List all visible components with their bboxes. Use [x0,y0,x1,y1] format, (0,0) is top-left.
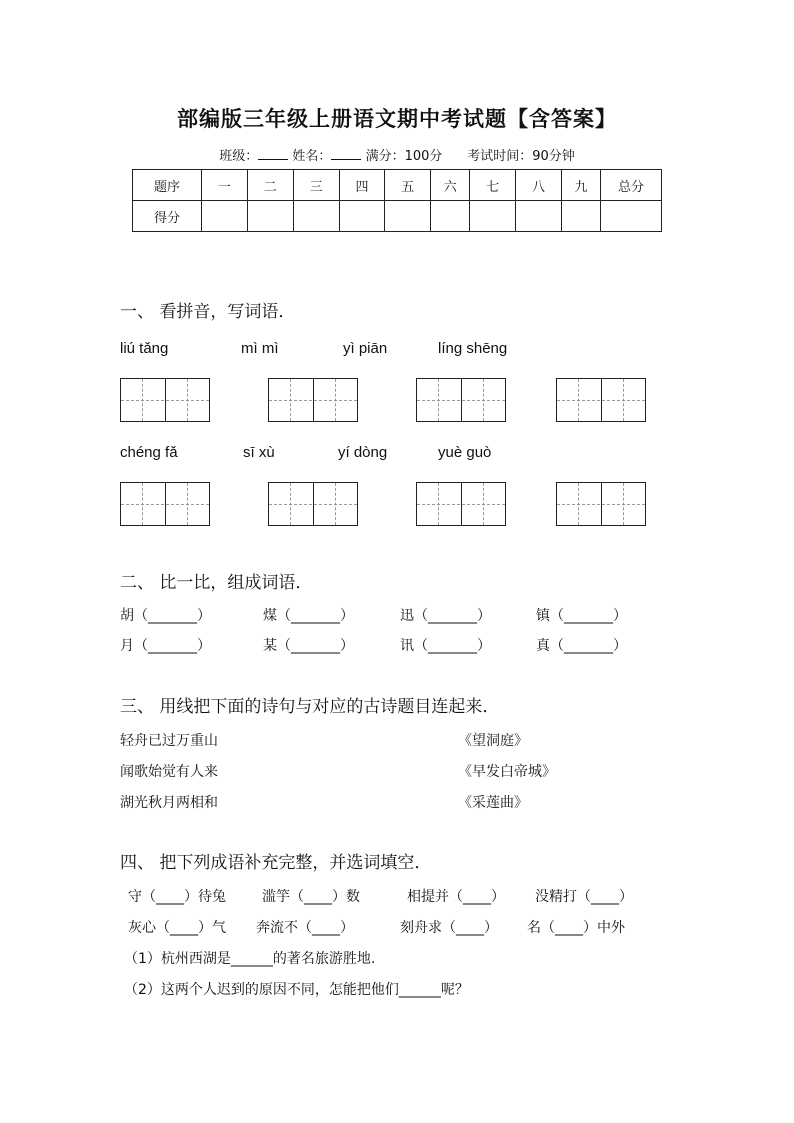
pinyin-item: yuè guò [438,444,492,461]
score-header: 三 [293,170,339,201]
exam-time: 考试时间：90分钟 [467,149,575,164]
pinyin-item: yí dòng [338,444,388,461]
compare-item[interactable]: 胡（_______） [120,608,211,624]
fill-question-1[interactable]: （1）杭州西湖是______的著名旅游胜地. [124,951,376,967]
score-header: 总分 [601,170,662,201]
score-cell[interactable] [470,201,516,232]
score-cell[interactable] [601,201,662,232]
idiom-item[interactable]: 守（____）待兔 [128,889,226,905]
score-header: 二 [247,170,293,201]
pinyin-item: mì mì [241,340,279,357]
section3-heading: 三、 用线把下面的诗句与对应的古诗题目连起来． [120,697,500,717]
score-cell[interactable] [516,201,562,232]
score-cell[interactable] [202,201,248,232]
compare-item[interactable]: 迅（_______） [400,608,491,624]
tianzige-box[interactable] [556,482,646,526]
poem-line[interactable]: 轻舟已过万重山 [120,733,218,749]
compare-item[interactable]: 镇（_______） [536,608,627,624]
poem-line[interactable]: 湖光秋月两相和 [120,795,218,811]
exam-info [0,145,794,164]
score-cell[interactable] [293,201,339,232]
score-header: 七 [470,170,516,201]
tianzige-box[interactable] [120,378,210,422]
page-title: 部编版三年级上册语文期中考试题【含答案】 [177,106,617,131]
pinyin-item: yì piān [343,340,388,357]
idiom-item[interactable]: 奔流不（____） [256,920,354,936]
score-header: 五 [385,170,431,201]
score-cell[interactable] [385,201,431,232]
score-header: 八 [516,170,562,201]
score-table-score-row [133,201,662,232]
score-header: 一 [202,170,248,201]
score-cell[interactable] [431,201,470,232]
score-cell[interactable] [562,201,601,232]
compare-item[interactable]: 真（_______） [536,638,627,654]
name-blank[interactable] [331,147,361,160]
poem-title[interactable]: 《望洞庭》 [458,733,528,749]
full-score: 满分：100分 [365,149,443,164]
compare-item[interactable]: 煤（_______） [263,608,354,624]
idiom-item[interactable]: 滥竽（____）数 [262,889,360,905]
idiom-item[interactable]: 刻舟求（____） [400,920,498,936]
score-table [132,169,662,232]
section4-heading: 四、 把下列成语补充完整，并选词填空． [120,853,432,873]
tianzige-box[interactable] [556,378,646,422]
tianzige-box[interactable] [416,378,506,422]
tianzige-box[interactable] [268,482,358,526]
score-cell[interactable] [247,201,293,232]
pinyin-item: liú tǎng [120,340,169,357]
idiom-item[interactable]: 相提并（____） [407,889,505,905]
section2-heading: 二、 比一比，组成词语． [120,573,313,593]
score-header: 四 [339,170,385,201]
section1-heading: 一、 看拼音，写词语． [120,302,296,322]
poem-title[interactable]: 《采莲曲》 [458,795,528,811]
pinyin-item: sī xù [243,444,275,461]
idiom-item[interactable]: 没精打（____） [535,889,633,905]
score-cell[interactable] [339,201,385,232]
class-blank[interactable] [258,147,288,160]
compare-item[interactable]: 讯（_______） [400,638,491,654]
score-header: 六 [431,170,470,201]
tianzige-box[interactable] [120,482,210,526]
score-row-label: 得分 [133,201,202,232]
compare-item[interactable]: 某（_______） [263,638,354,654]
fill-question-2[interactable]: （2）这两个人迟到的原因不同，怎能把他们______呢？ [124,982,469,998]
name-label: 姓名： [292,149,332,164]
poem-title[interactable]: 《早发白帝城》 [458,764,556,780]
idiom-item[interactable]: 灰心（____）气 [128,920,226,936]
pinyin-item: líng shēng [438,340,508,357]
pinyin-item: chéng fǎ [120,444,178,461]
idiom-item[interactable]: 名（____）中外 [527,920,625,936]
compare-item[interactable]: 月（_______） [120,638,211,654]
score-header: 题序 [133,170,202,201]
score-header: 九 [562,170,601,201]
tianzige-box[interactable] [416,482,506,526]
score-table-header-row [133,170,662,201]
poem-line[interactable]: 闻歌始觉有人来 [120,764,218,780]
class-label: 班级： [219,149,259,164]
tianzige-box[interactable] [268,378,358,422]
